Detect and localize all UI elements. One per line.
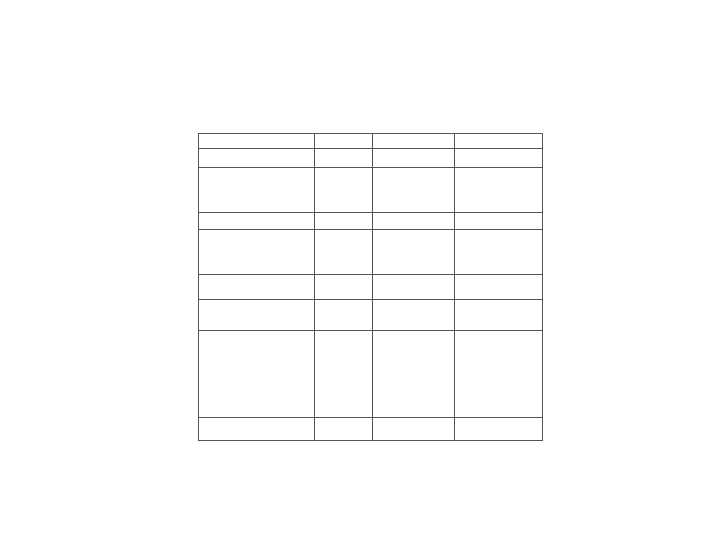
table-cell [455, 418, 543, 441]
header-cell [315, 134, 373, 149]
header-cell [373, 134, 455, 149]
table-cell [315, 168, 373, 213]
table-cell [199, 149, 315, 168]
table-cell [199, 418, 315, 441]
table-row [199, 275, 543, 300]
table-cell [315, 230, 373, 275]
table-row [199, 331, 543, 418]
table-cell [199, 275, 315, 300]
table-row [199, 168, 543, 213]
table-cell [373, 213, 455, 230]
table-cell [315, 331, 373, 418]
table-cell [455, 300, 543, 331]
header-cell [455, 134, 543, 149]
table-cell [455, 213, 543, 230]
table-cell [455, 331, 543, 418]
table-cell [315, 149, 373, 168]
table-cell [455, 149, 543, 168]
table-row [199, 213, 543, 230]
table-cell [199, 300, 315, 331]
header-cell [199, 134, 315, 149]
table-cell [199, 331, 315, 418]
table-cell [455, 168, 543, 213]
table-cell [373, 418, 455, 441]
table-cell [315, 300, 373, 331]
table-cell [199, 230, 315, 275]
table-cell [199, 213, 315, 230]
table-cell [315, 275, 373, 300]
table-row [199, 230, 543, 275]
table-cell [373, 168, 455, 213]
table-cell [373, 149, 455, 168]
table-row [199, 300, 543, 331]
table-cell [455, 275, 543, 300]
table-cell [373, 300, 455, 331]
table-row [199, 149, 543, 168]
table-cell [315, 418, 373, 441]
table-cell [373, 331, 455, 418]
table-cell [373, 275, 455, 300]
table-row [199, 418, 543, 441]
table-cell [315, 213, 373, 230]
table-cell [199, 168, 315, 213]
table-header-row [199, 134, 543, 149]
table-cell [455, 230, 543, 275]
table-cell [373, 230, 455, 275]
comparison-table [198, 133, 543, 441]
